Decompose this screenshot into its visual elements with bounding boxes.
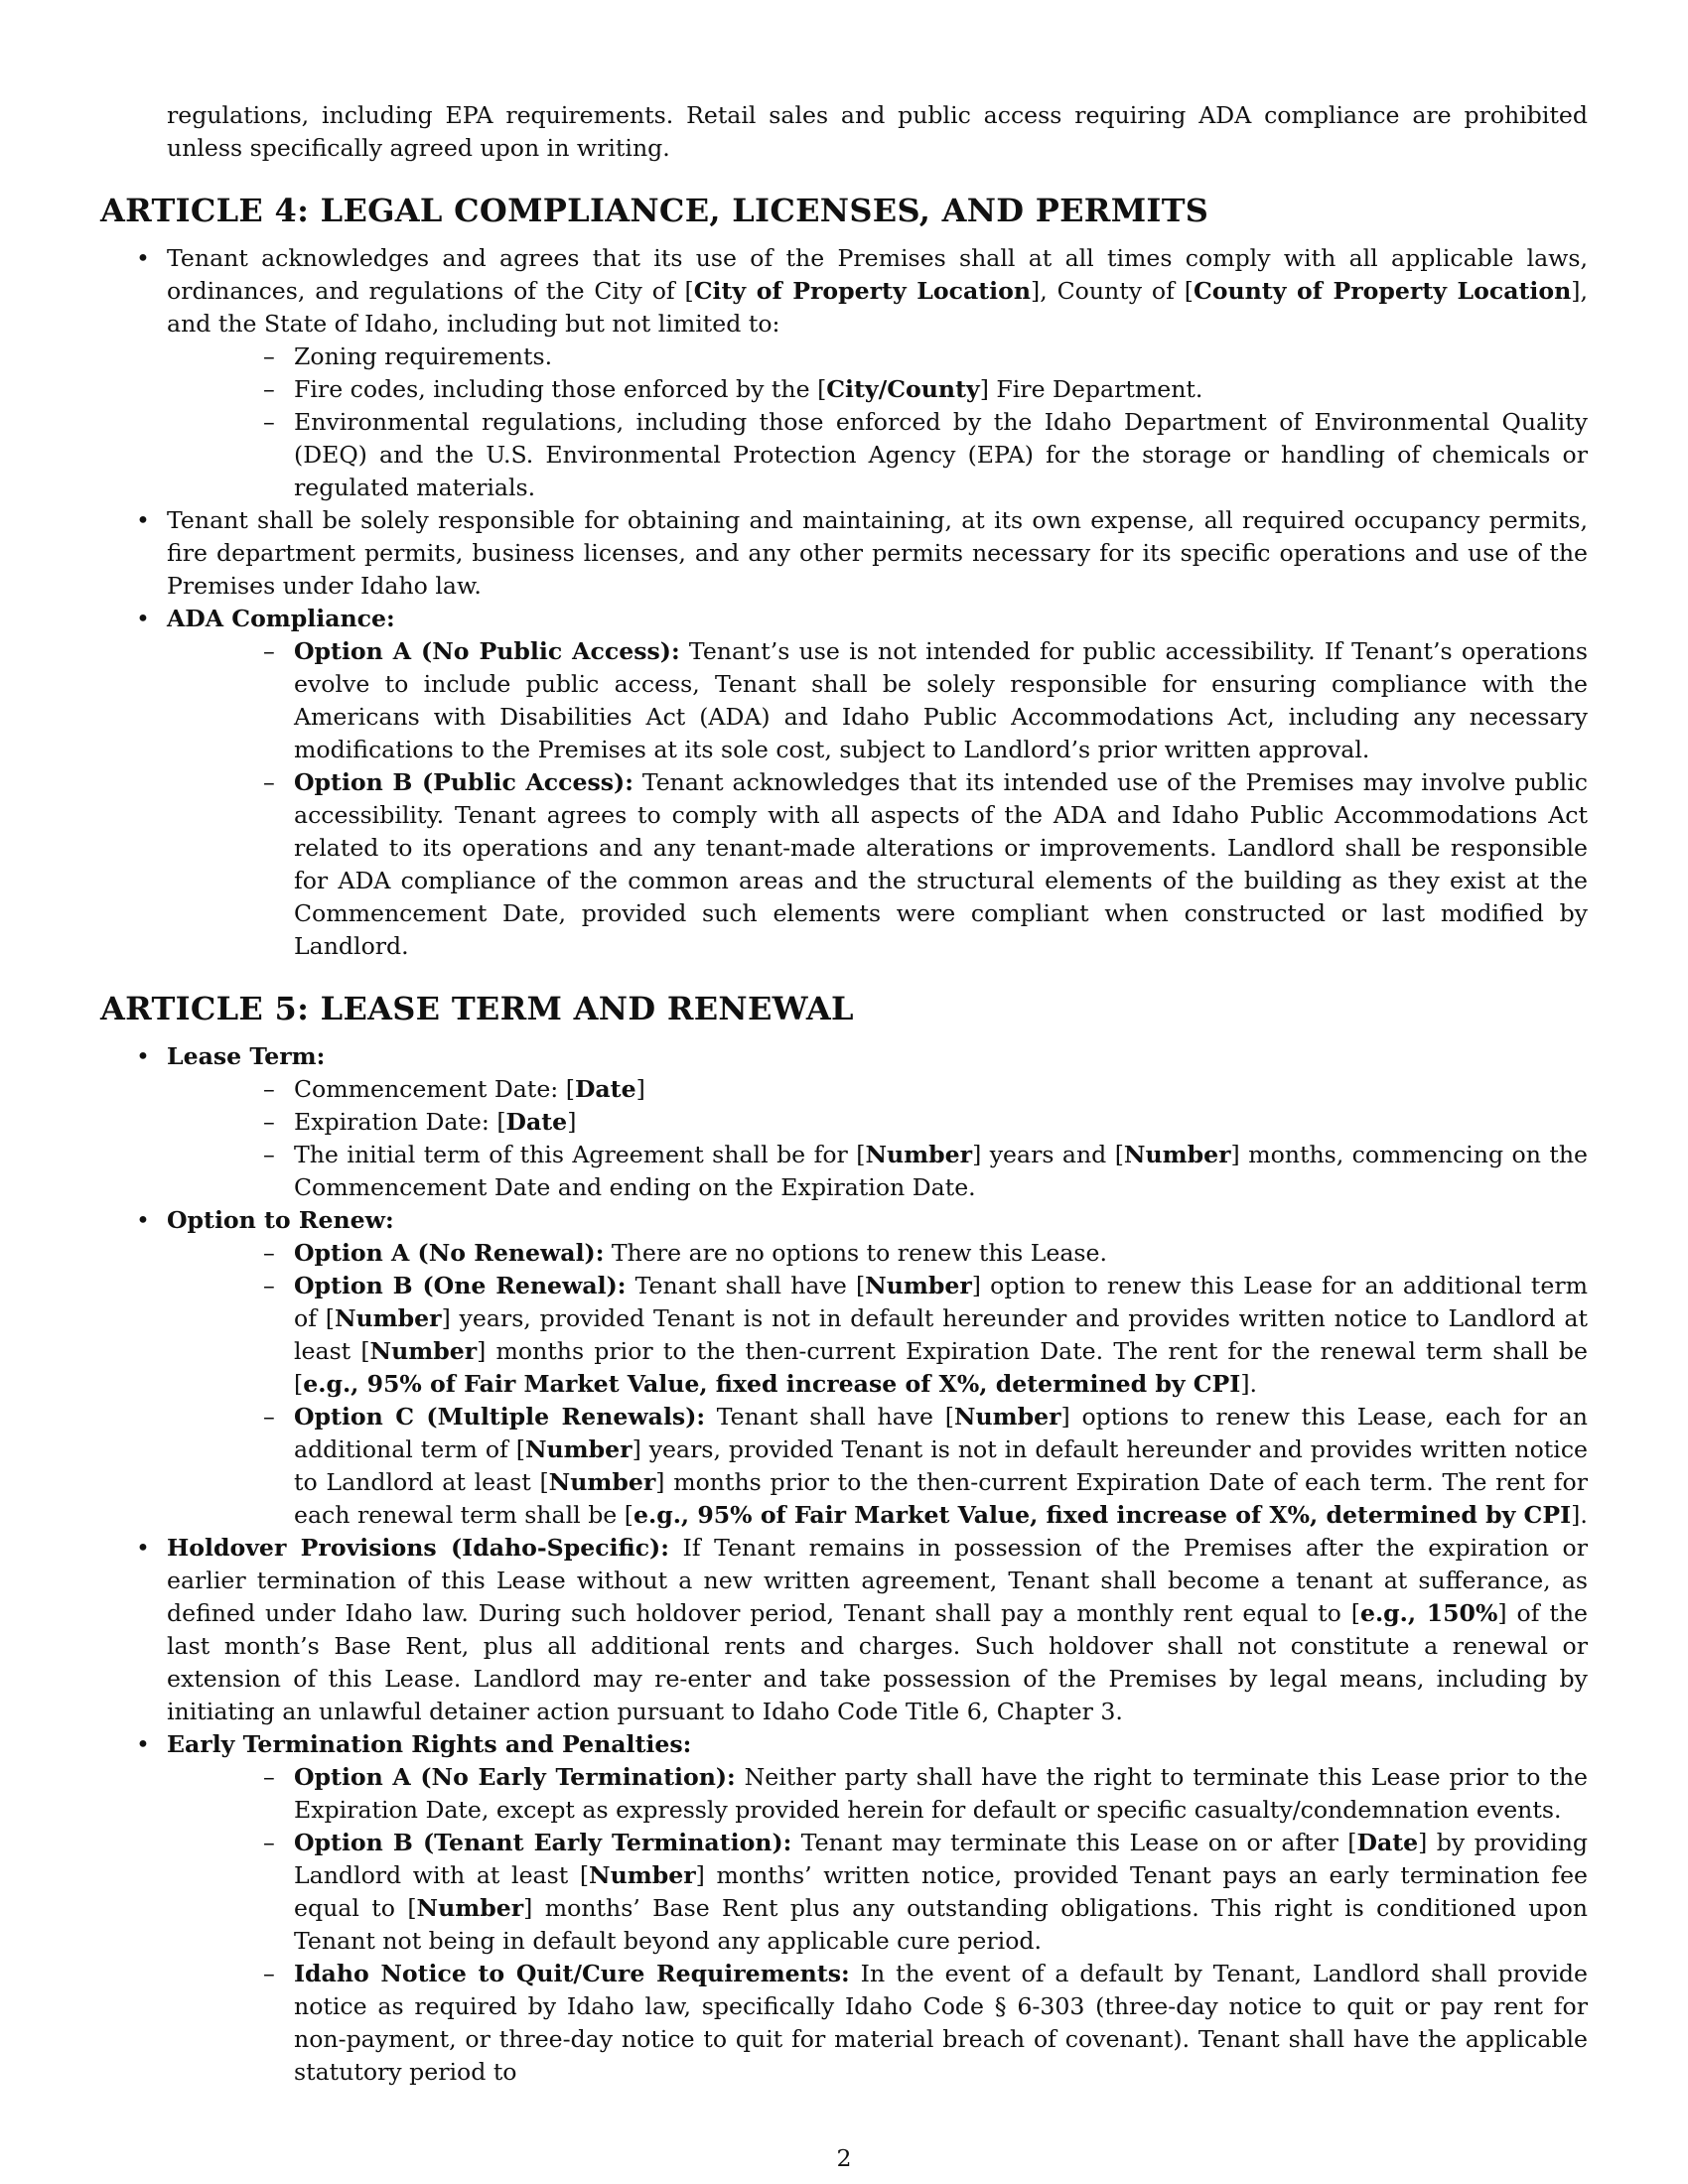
sub-list-item: – Fire codes, including those enforced by the [City/County] Fire Department. <box>167 373 1588 406</box>
sub-list-item: – The initial term of this Agreement shall be for [Number] years and [Number] months, commencing on the Commencement Date and ending on the Expiration Date. <box>263 1141 1588 1201</box>
continued-paragraph: regulations, including EPA requirements. Retail sales and public access requiring ADA compliance are prohibited unless specifically agreed upon in writing. <box>167 101 1588 162</box>
dash-icon: – <box>263 1403 275 1431</box>
article-4-list <box>100 242 1588 963</box>
article-4-heading: ARTICLE 4: LEGAL COMPLIANCE, LICENSES, AND PERMITS <box>100 192 1209 229</box>
sub-list-item: – Commencement Date: [Date] <box>167 1073 1588 1106</box>
article-5-list <box>100 1040 1588 2089</box>
sub-list-item: – Expiration Date: [Date] <box>167 1106 1588 1139</box>
dash-icon: – <box>263 768 275 796</box>
sub-list-item: – Option C (Multiple Renewals): Tenant shall have [Number] options to renew this Lease, each for an additional term of [Number] years, provided Tenant is not in default hereunder and provides written notice to Landlord at least [Number] months prior to the then-current Expiration Date of each term. The rent for each renewal term shall be [e.g., 95% of Fair Market Value, fixed increase of X%, determined by CPI]. <box>263 1403 1588 1529</box>
dash-icon: – <box>263 1960 275 1987</box>
bullet-icon: • <box>136 1730 150 1758</box>
dash-icon: – <box>263 1272 275 1299</box>
sub-list <box>167 1073 1588 1204</box>
sub-list <box>167 1761 1588 2089</box>
sub-list-item: – Zoning requirements. <box>167 341 1588 373</box>
dash-icon: – <box>263 637 275 665</box>
bullet-icon: • <box>136 244 150 272</box>
dash-icon: – <box>263 408 275 436</box>
sub-list-item: – Option A (No Renewal): There are no options to renew this Lease. <box>167 1237 1588 1270</box>
page-number: 2 <box>836 2144 852 2172</box>
bullet-icon: • <box>136 1042 150 1070</box>
sub-list-item: – Option A (No Public Access): Tenant’s use is not intended for public accessibility. If Tenant’s operations evolve to include public access, Tenant shall be solely responsible for ensuring compliance with the Americans with Disabilities Act (ADA) and Idaho Public Accommodations Act, including any necessary modifications to the Premises at its sole cost, subject to Landlord’s prior written approval. <box>263 637 1588 763</box>
dash-icon: – <box>263 375 275 403</box>
sub-list <box>167 635 1588 963</box>
list-item: • Holdover Provisions (Idaho-Specific): If Tenant remains in possession of the Premises after the expiration or earlier termination of this Lease without a new written agreement, Tenant shall become a tenant at sufferance, as defined under Idaho law. During such holdover period, Tenant shall pay a monthly rent equal to [e.g., 150%] of the last month’s Base Rent, plus all additional rents and charges. Such holdover shall not constitute a renewal or extension of this Lease. Landlord may re-enter and take possession of the Premises by legal means, including by initiating an unlawful detainer action pursuant to Idaho Code Title 6, Chapter 3. <box>136 1534 1588 1725</box>
list-item: • Tenant shall be solely responsible for obtaining and maintaining, at its own expense, all required occupancy permits, fire department permits, business licenses, and any other permits necessary for its specific operations and use of the Premises under Idaho law. <box>136 506 1588 600</box>
sub-list-item: – Environmental regulations, including those enforced by the Idaho Department of Environmental Quality (DEQ) and the U.S. Environmental Protection Agency (EPA) for the storage or handling of chemicals or regulated materials. <box>263 408 1588 501</box>
list-item <box>100 603 1588 963</box>
list-item: • Early Termination Rights and Penalties: – Option A (No Early Termination): Neither party shall have the right to terminate this Lease prior to the Expiration Date, except as expressly provided herein for default or specific casualty/condemnation events. – Option B (Tenant Early Termination): Tenant may terminate this Lease on or after [Date] by providing Landlord with at least [Number] months’ written notice, provided Tenant pays an early termination fee equal to [Number] months’ Base Rent plus any outstanding obligations. This right is conditioned upon Tenant not being in default beyond any applicable cure period. – Idaho Notice to Quit/Cure Requirements: In the event of a default by Tenant, Landlord shall provide notice as required by Idaho law, specifically Idaho Code § 6-303 (three-day notice to quit or pay rent for non-payment, or three-day notice to quit for material breach of covenant). Tenant shall have the applicable statutory period to <box>100 1728 1588 2089</box>
sub-list-item: – Idaho Notice to Quit/Cure Requirements: In the event of a default by Tenant, Landlord shall provide notice as required by Idaho law, specifically Idaho Code § 6-303 (three-day notice to quit or pay rent for non-payment, or three-day notice to quit for material breach of covenant). Tenant shall have the applicable statutory period to <box>263 1960 1588 2086</box>
bullet-icon: • <box>136 1206 150 1234</box>
sub-list-item: – Option A (No Early Termination): Neither party shall have the right to terminate this Lease prior to the Expiration Date, except as expressly provided herein for default or specific casualty/condemnation events. <box>263 1763 1589 1824</box>
sub-list-item: – Option B (One Renewal): Tenant shall have [Number] option to renew this Lease for an additional term of [Number] years, provided Tenant is not in default hereunder and provides written notice to Landlord at least [Number] months prior to the then-current Expiration Date. The rent for the renewal term shall be [e.g., 95% of Fair Market Value, fixed increase of X%, determined by CPI]. <box>263 1272 1589 1398</box>
bullet-icon: • <box>136 506 150 534</box>
dash-icon: – <box>263 1829 275 1856</box>
sub-list-item: – Option B (Public Access): Tenant acknowledges that its intended use of the Premises may involve public accessibility. Tenant agrees to comply with all aspects of the ADA and Idaho Public Accommodations Act related to its operations and any tenant-made alterations or improvements. Landlord shall be responsible for ADA compliance of the common areas and the structural elements of the building as they exist at the Commencement Date, provided such elements were compliant when constructed or last modified by Landlord. <box>263 768 1588 960</box>
dash-icon: – <box>263 1239 275 1267</box>
bullet-icon: • <box>136 605 150 632</box>
ada-compliance-label: ADA Compliance: <box>167 605 395 632</box>
list-item: • Tenant acknowledges and agrees that its use of the Premises shall at all times comply with all applicable laws, ordinances, and regulations of the City of [City of Property Location], County of [County of Property Location], and the State of Idaho, including but not limited to: – Zoning requirements. – Fire codes, including those enforced by the [City/County] Fire Department. – Environmental regulations, including those enforced by the Idaho Department of Environmental Quality (DEQ) and the U.S. Environmental Protection Agency (EPA) for the storage or handling of chemicals or regulated materials. <box>100 242 1588 504</box>
list-item: • Option to Renew: – Option A (No Renewal): There are no options to renew this Lease. – Option B (One Renewal): Tenant shall have [Number] option to renew this Lease for an additional term of [Number] years, provided Tenant is not in default hereunder and provides written notice to Landlord at least [Number] months prior to the then-current Expiration Date. The rent for the renewal term shall be [e.g., 95% of Fair Market Value, fixed increase of X%, determined by CPI]. – Option C (Multiple Renewals): Tenant shall have [Number] options to renew this Lease, each for an additional term of [Number] years, provided Tenant is not in default hereunder and provides written notice to Landlord at least [Number] months prior to the then-current Expiration Date of each term. The rent for each renewal term shall be [e.g., 95% of Fair Market Value, fixed increase of X%, determined by CPI]. <box>100 1204 1588 1532</box>
article-5-heading: ARTICLE 5: LEASE TERM AND RENEWAL <box>100 990 854 1027</box>
document-body <box>100 99 1588 2089</box>
dash-icon: – <box>263 1075 275 1103</box>
bullet-icon: • <box>136 1534 150 1562</box>
dash-icon: – <box>263 342 275 370</box>
sub-list <box>167 341 1588 504</box>
sub-list <box>167 1237 1588 1532</box>
sub-list-item: – Option B (Tenant Early Termination): Tenant may terminate this Lease on or after [Date] by providing Landlord with at least [Number] months’ written notice, provided Tenant pays an early termination fee equal to [Number] months’ Base Rent plus any outstanding obligations. This right is conditioned upon Tenant not being in default beyond any applicable cure period. <box>263 1829 1589 1955</box>
dash-icon: – <box>263 1763 275 1791</box>
dash-icon: – <box>263 1141 275 1168</box>
list-item: • Lease Term: – Commencement Date: [Date] – Expiration Date: [Date] – The initial term of this Agreement shall be for [Number] years and [Number] months, commencing on the Commencement Date and ending on the Expiration Date. <box>100 1040 1588 1204</box>
dash-icon: – <box>263 1108 275 1136</box>
